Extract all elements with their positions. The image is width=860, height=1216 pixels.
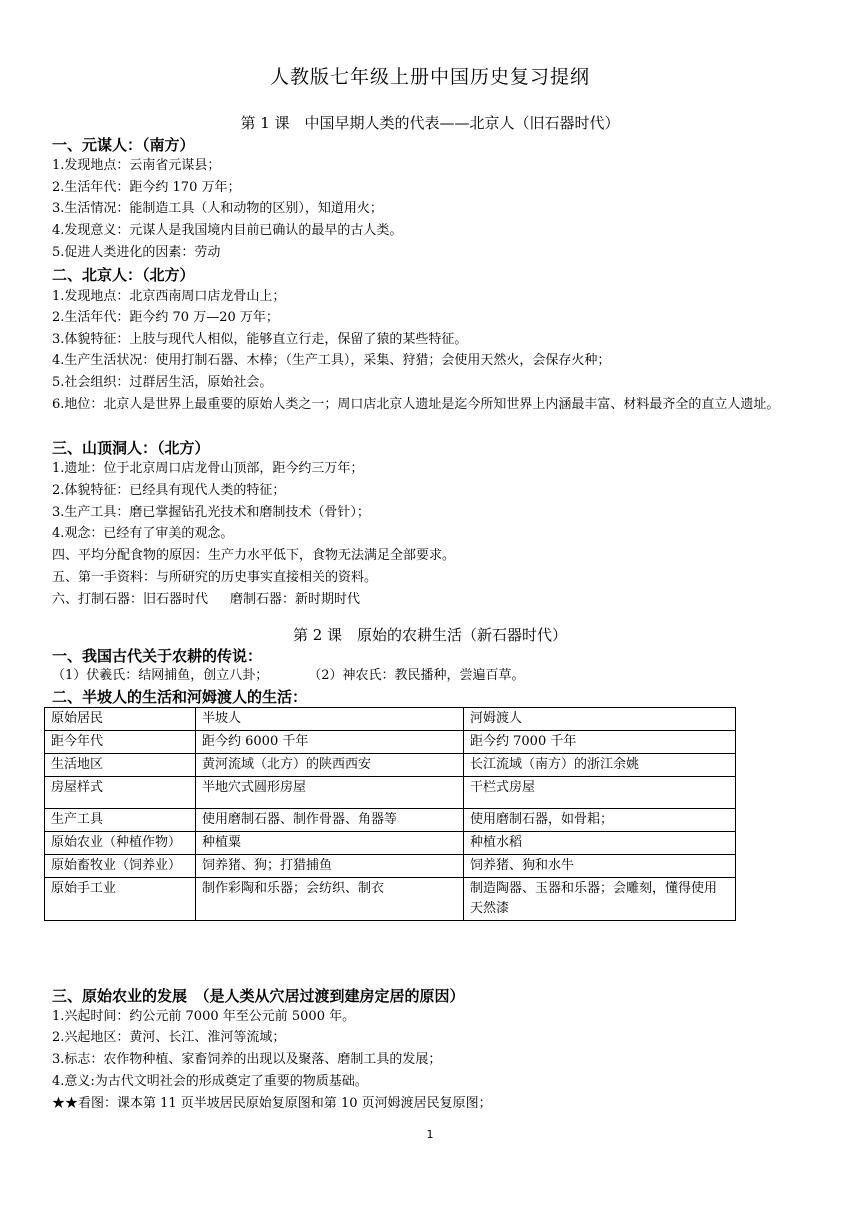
section-beijing-title: 二、北京人：（北方） — [52, 266, 195, 284]
text-line: 1.兴起时间：约公元前 7000 年至公元前 5000 年。 — [52, 1009, 356, 1024]
text-line: 2.兴起地区：黄河、长江、淮河等流域； — [52, 1030, 286, 1045]
text-line: 3.标志：农作物种植、家畜饲养的出现以及聚落、磨制工具的发展； — [52, 1052, 442, 1067]
table-cell: 黄河流域（北方）的陕西西安 — [196, 754, 464, 777]
text-line: 4.观念：已经有了审美的观念。 — [52, 526, 234, 541]
table-cell: 原始居民 — [45, 708, 196, 731]
table-cell: 长江流域（南方）的浙江余姚 — [464, 754, 736, 777]
table-row — [45, 731, 736, 754]
text-line: 4.发现意义：元谋人是我国境内目前已确认的最早的古人类。 — [52, 223, 403, 238]
table-cell: 距今约 6000 千年 — [196, 731, 464, 754]
text-line: 1.发现地点：云南省元谋县； — [52, 158, 221, 173]
section-yuanmou-title: 一、元谋人：（南方） — [52, 136, 195, 154]
lesson-1-heading: 第 1 课 中国早期人类的代表——北京人（旧石器时代） — [240, 114, 620, 132]
table-row — [45, 878, 736, 921]
table-cell: 半坡人 — [196, 708, 464, 731]
legend-fuxi: （1）伏羲氏：结网捕鱼，创立八卦； — [52, 668, 269, 683]
table-row — [45, 754, 736, 777]
table-cell: 饲养猪、狗；打猎捕鱼 — [196, 855, 464, 878]
table-row — [45, 832, 736, 855]
table-cell: 生活地区 — [45, 754, 196, 777]
text-line: 1.发现地点：北京西南周口店龙骨山上； — [52, 289, 286, 304]
text-line: 3.生活情况：能制造工具（人和动物的区别），知道用火； — [52, 201, 383, 216]
table-row — [45, 777, 736, 809]
table-cell: 原始畜牧业（饲养业） — [45, 855, 196, 878]
section-legends-title: 一、我国古代关于农耕的传说： — [52, 647, 263, 665]
legends-line — [52, 666, 525, 686]
text-line: 5.社会组织：过群居生活，原始社会。 — [52, 375, 273, 390]
comparison-table — [44, 707, 736, 921]
chipped-stone-text: 六、打制石器：旧石器时代 — [52, 592, 209, 607]
table-row — [45, 708, 736, 731]
section-shandingdong-title: 三、山顶洞人：（北方） — [52, 439, 210, 457]
text-line: 5.促进人类进化的因素：劳动 — [52, 245, 221, 260]
text-line: 3.体貌特征：上肢与现代人相似，能够直立行走，保留了猿的某些特征。 — [52, 332, 468, 347]
table-cell: 种植水稻 — [464, 832, 736, 855]
text-line: 四、平均分配食物的原因：生产力水平低下，食物无法满足全部要求。 — [52, 548, 456, 563]
document-title: 人教版七年级上册中国历史复习提纲 — [269, 66, 590, 88]
text-line: 4.生产生活状况：使用打制石器、木棒；（生产工具），采集、狩猎；会使用天然火，会保存火种； — [52, 353, 611, 368]
text-line: 2.生活年代：距今约 170 万年； — [52, 180, 241, 195]
lesson-2-heading: 第 2 课 原始的农耕生活（新石器时代） — [292, 626, 568, 644]
text-line: 五、第一手资料：与所研究的历史事实直接相关的资料。 — [52, 570, 378, 585]
table-cell: 半地穴式圆形房屋 — [196, 777, 464, 809]
section-agriculture-title: 三、原始农业的发展 （是人类从穴居过渡到建房定居的原因） — [52, 987, 465, 1005]
table-cell: 生产工具 — [45, 809, 196, 832]
text-line: 1.遗址：位于北京周口店龙骨山顶部，距今约三万年； — [52, 461, 364, 476]
table-cell: 距今年代 — [45, 731, 196, 754]
table-cell: 使用磨制石器、制作骨器、角器等 — [196, 809, 464, 832]
page-number: 1 — [426, 1128, 434, 1141]
table-cell: 干栏式房屋 — [464, 777, 736, 809]
text-line: 3.生产工具：磨已掌握钻孔光技术和磨制技术（骨针）； — [52, 505, 370, 520]
table-cell: 河姆渡人 — [464, 708, 736, 731]
table-cell: 原始手工业 — [45, 878, 196, 921]
table-row — [45, 855, 736, 878]
text-line: 4.意义:为古代文明社会的形成奠定了重要的物质基础。 — [52, 1074, 368, 1089]
polished-stone-text: 磨制石器：新时期时代 — [230, 592, 361, 607]
text-line: 2.体貌特征：已经具有现代人类的特征； — [52, 483, 286, 498]
table-cell: 使用磨制石器，如骨耜； — [464, 809, 736, 832]
table-cell: 房屋样式 — [45, 777, 196, 809]
table-cell: 制造陶器、玉器和乐器；会雕刻，懂得使用天然漆 — [464, 878, 736, 921]
text-line: 2.生活年代：距今约 70 万—20 万年； — [52, 310, 279, 325]
table-row — [45, 809, 736, 832]
table-cell: 饲养猪、狗和水牛 — [464, 855, 736, 878]
table-cell: 制作彩陶和乐器；会纺织、制衣 — [196, 878, 464, 921]
section-comparison-title: 二、半坡人的生活和河姆渡人的生活： — [52, 688, 308, 706]
text-line: ★★看图：课本第 11 页半坡居民原始复原图和第 10 页河姆渡居民复原图； — [52, 1096, 492, 1111]
legend-shennong: （2）神农氏：教民播种，尝遍百草。 — [308, 668, 525, 683]
text-line: 6.地位：北京人是世界上最重要的原始人类之一；周口店北京人遗址是迄今所知世界上内涵最丰富、材料最齐全的直立人遗址。 — [52, 397, 780, 412]
table-cell: 距今约 7000 千年 — [464, 731, 736, 754]
stone-tools-line — [52, 590, 360, 610]
table-cell: 种植粟 — [196, 832, 464, 855]
table-cell: 原始农业（种植作物） — [45, 832, 196, 855]
